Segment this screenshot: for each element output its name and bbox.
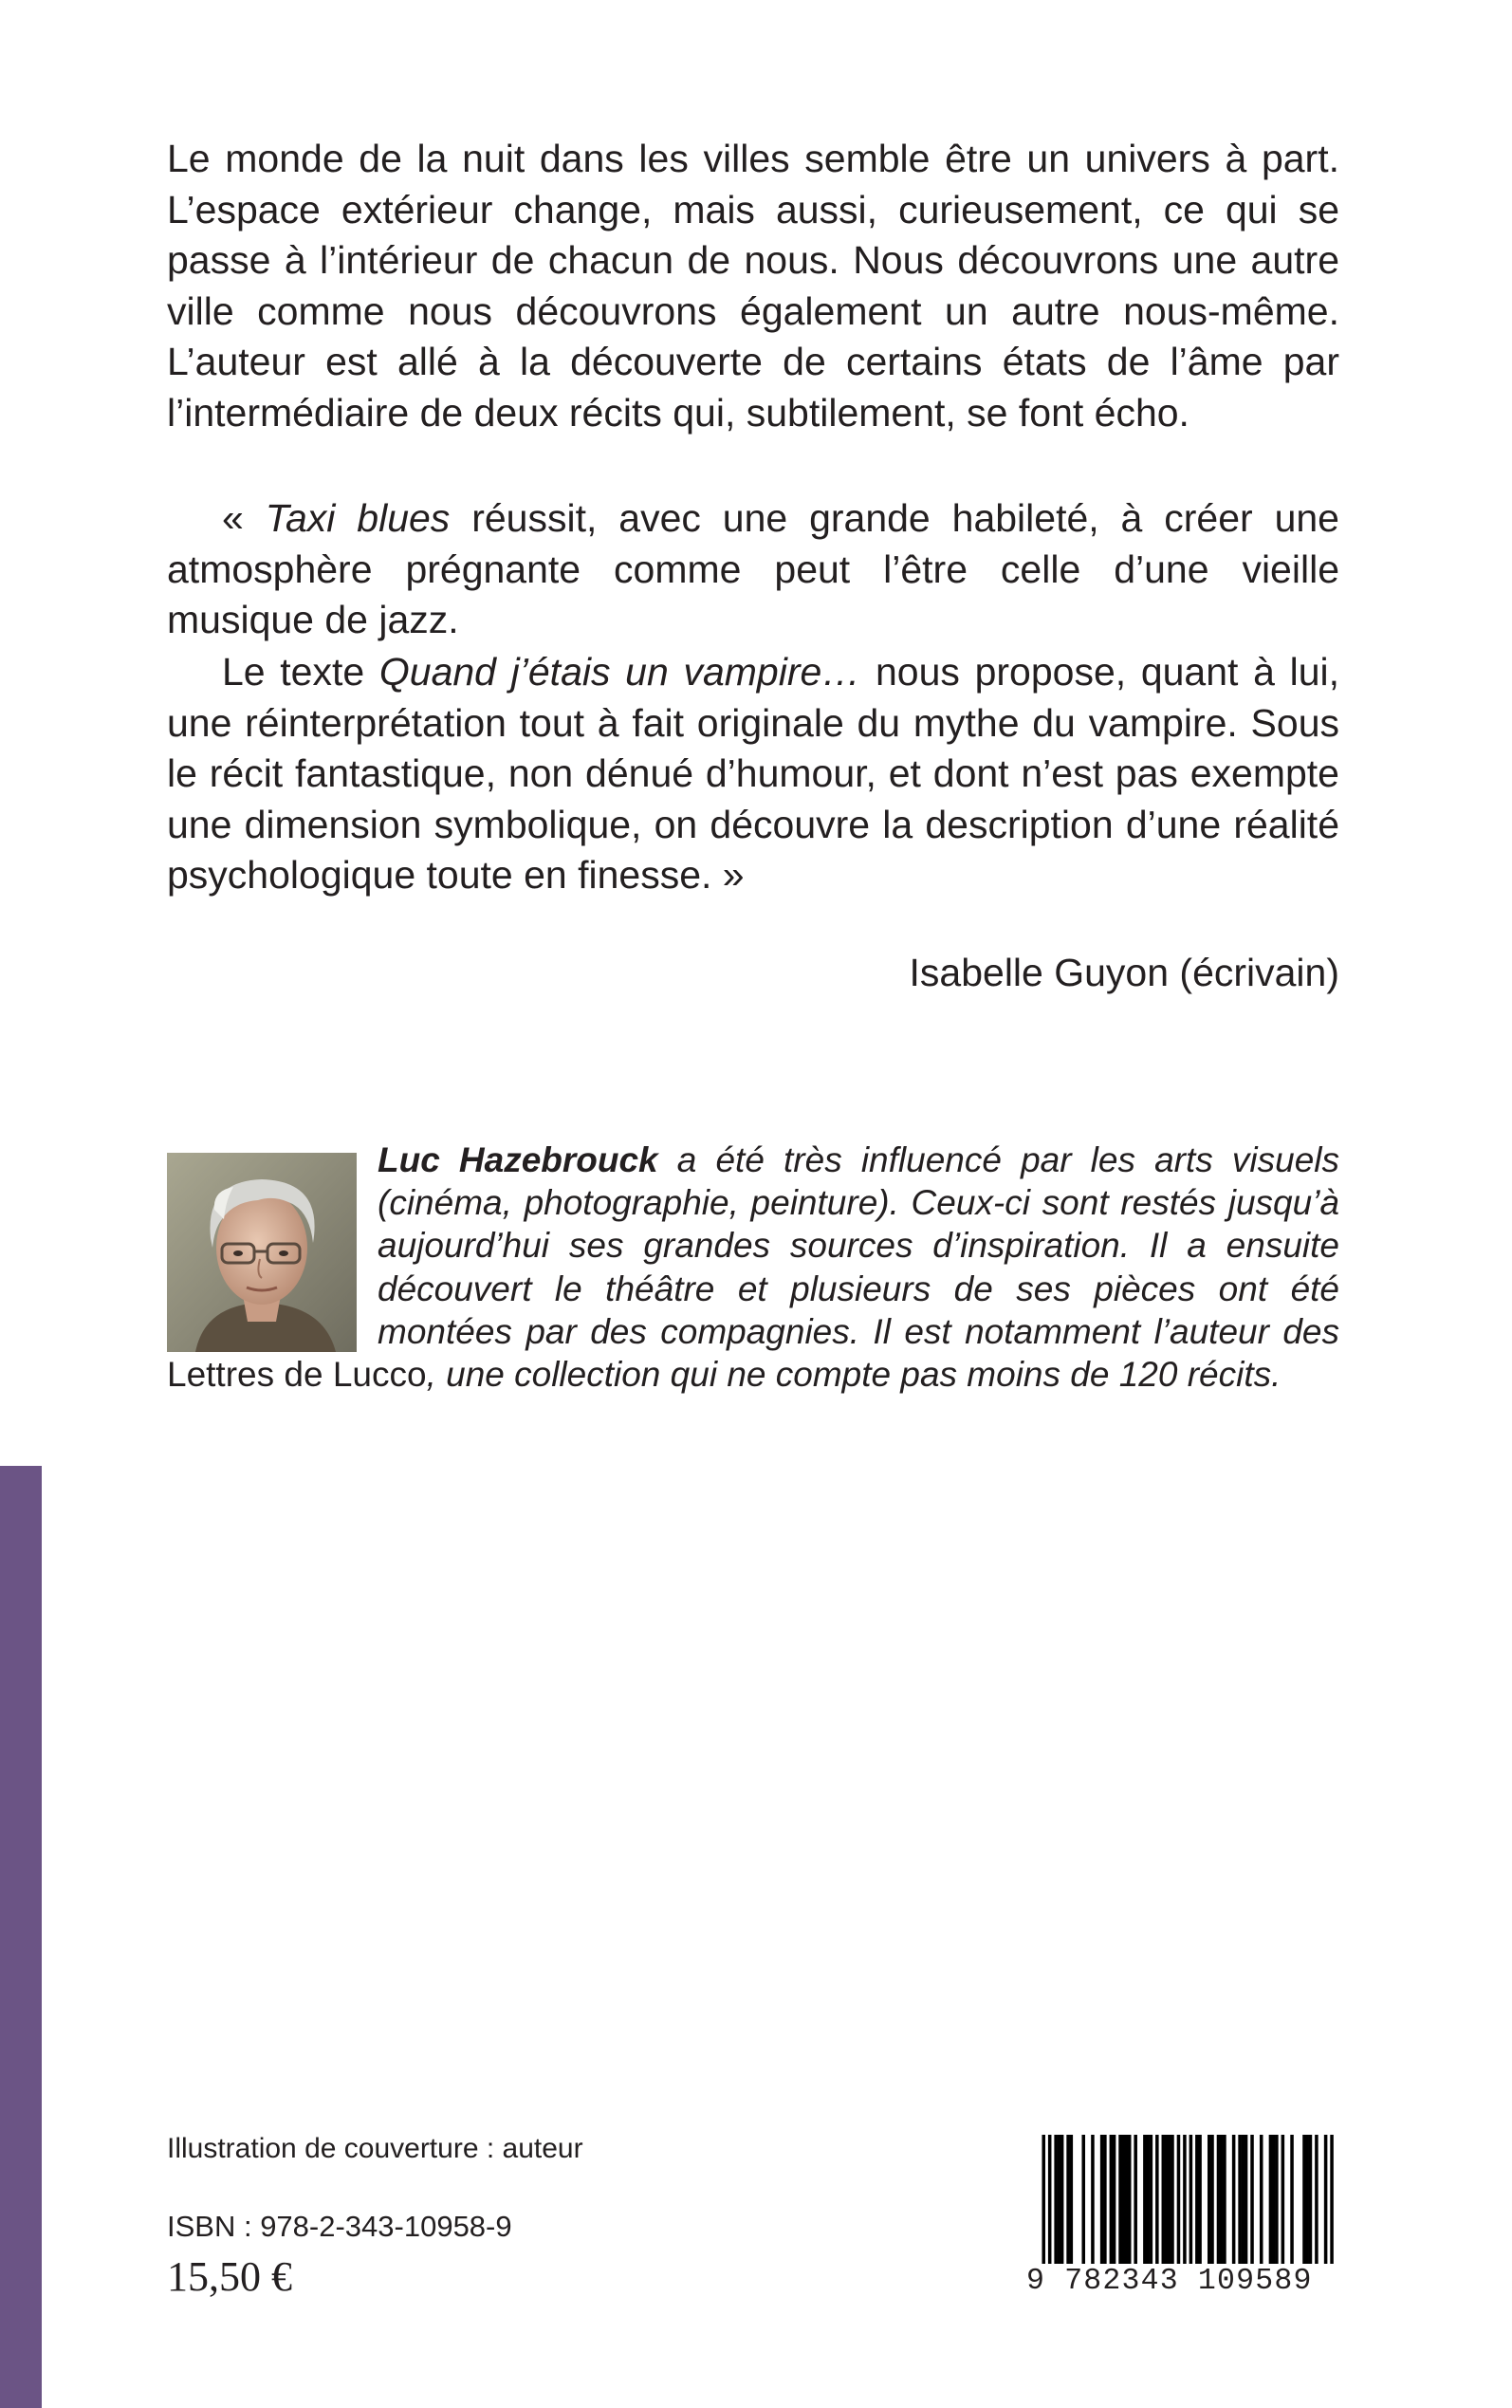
barcode-bar bbox=[1309, 2135, 1313, 2264]
barcode-bar bbox=[1091, 2135, 1095, 2264]
barcode-bar bbox=[1272, 2135, 1276, 2264]
barcode-bar bbox=[1081, 2135, 1085, 2264]
quote-paragraph-1: « Taxi blues réussit, avec une grande habileté, à créer une atmosphère prégnante comme peut l’être celle d’une vieille musique de jazz. bbox=[167, 496, 1339, 642]
barcode-bar bbox=[1165, 2135, 1169, 2264]
author-name: Luc Hazebrouck bbox=[378, 1140, 658, 1179]
barcode-bar bbox=[1220, 2135, 1224, 2264]
barcode-bar bbox=[1146, 2135, 1150, 2264]
barcode-bar bbox=[1054, 2135, 1058, 2264]
barcode-bar bbox=[1238, 2135, 1242, 2264]
book-title-taxi-blues: Taxi blues bbox=[265, 496, 451, 540]
barcode-bar bbox=[1223, 2135, 1226, 2264]
barcode-bar bbox=[1217, 2135, 1221, 2264]
barcode-bar bbox=[1198, 2135, 1202, 2264]
barcode-bar bbox=[1315, 2135, 1318, 2264]
barcode-bar bbox=[1058, 2135, 1061, 2264]
barcode-bar bbox=[1162, 2135, 1166, 2264]
barcode-bar bbox=[1302, 2135, 1306, 2264]
book-title-vampire: Quand j’étais un vampire… bbox=[378, 650, 861, 694]
blurb-paragraph-1: Le monde de la nuit dans les villes semble être un univers à part. L’espace extérieur change, mais aussi, curieusement, ce qui se passe à l’intérieur de chacun de nous. Nous découvrons une autre ville comme nous découvrons également un autre nous-même. L’auteur est allé à la découverte de certains états de l’âme par l’intermédiaire de deux récits qui, subtilement, se font écho. bbox=[167, 137, 1339, 435]
barcode-bar bbox=[1232, 2135, 1236, 2264]
barcode-bar bbox=[1143, 2135, 1147, 2264]
barcode-bar bbox=[1250, 2135, 1254, 2264]
spine-strip bbox=[0, 1466, 42, 2408]
barcode-bar bbox=[1118, 2135, 1122, 2264]
barcode-bar bbox=[1103, 2135, 1107, 2264]
price: 15,50 € bbox=[167, 2253, 292, 2300]
author-biography: Luc Hazebrouck a été très influencé par les arts visuels (cinéma, photographie, peinture). Ceux-ci sont restés jusqu’à aujourd’hui ses grandes sources d’inspiration. Il a ensuite découvert le théâtre et plusieurs de ses pièces ont été montées par des compagnies. Il est notamment l’auteur des Lettres de Lucco, une collection qui ne compte pas moins de 120 récits. bbox=[167, 1140, 1339, 1395]
barcode-bar bbox=[1242, 2135, 1245, 2264]
barcode-bar bbox=[1245, 2135, 1248, 2264]
barcode-bar bbox=[1208, 2135, 1211, 2264]
barcode-bar bbox=[1100, 2135, 1104, 2264]
barcode-bar bbox=[1060, 2135, 1064, 2264]
barcode-digits: 9 782343 109589 bbox=[1026, 2264, 1345, 2300]
barcode-bar bbox=[1171, 2135, 1174, 2264]
barcode-bar bbox=[1177, 2135, 1181, 2264]
quote-paragraph-2: Le texte Quand j’étais un vampire… nous propose, quant à lui, une réinterprétation tout à fait originale du mythe du vampire. Sous le récit fantastique, non dénué d’humour, et dont n’est pas exempte une dimension symbolique, on découvre la description d’une réalité psychologique toute en finesse. » bbox=[167, 650, 1340, 898]
barcode-bar bbox=[1195, 2135, 1199, 2264]
work-title: Lettres de Lucco bbox=[167, 1355, 427, 1395]
isbn: ISBN : 978-2-343-10958-9 bbox=[167, 2210, 512, 2243]
barcode-bar bbox=[1110, 2135, 1114, 2264]
barcode-bar bbox=[1210, 2135, 1214, 2264]
barcode-bar bbox=[1290, 2135, 1294, 2264]
barcode-bar bbox=[1128, 2135, 1132, 2264]
barcode-bar bbox=[1168, 2135, 1171, 2264]
barcode-bar bbox=[1155, 2135, 1159, 2264]
barcode-bar bbox=[1134, 2135, 1137, 2264]
barcode-bar bbox=[1066, 2135, 1070, 2264]
barcode-bar bbox=[1150, 2135, 1153, 2264]
cover-illustration-credit: Illustration de couverture : auteur bbox=[167, 2133, 583, 2164]
barcode-bar bbox=[1125, 2135, 1129, 2264]
barcode-bar bbox=[1305, 2135, 1309, 2264]
barcode-bar bbox=[1260, 2135, 1263, 2264]
barcode-bar bbox=[1113, 2135, 1116, 2264]
barcode-bar bbox=[1122, 2135, 1126, 2264]
barcode-bar bbox=[1275, 2135, 1279, 2264]
quote-signature: Isabelle Guyon (écrivain) bbox=[909, 951, 1339, 994]
barcode-bar bbox=[1282, 2135, 1285, 2264]
barcode-bar bbox=[1269, 2135, 1273, 2264]
barcode-bar bbox=[1070, 2135, 1074, 2264]
